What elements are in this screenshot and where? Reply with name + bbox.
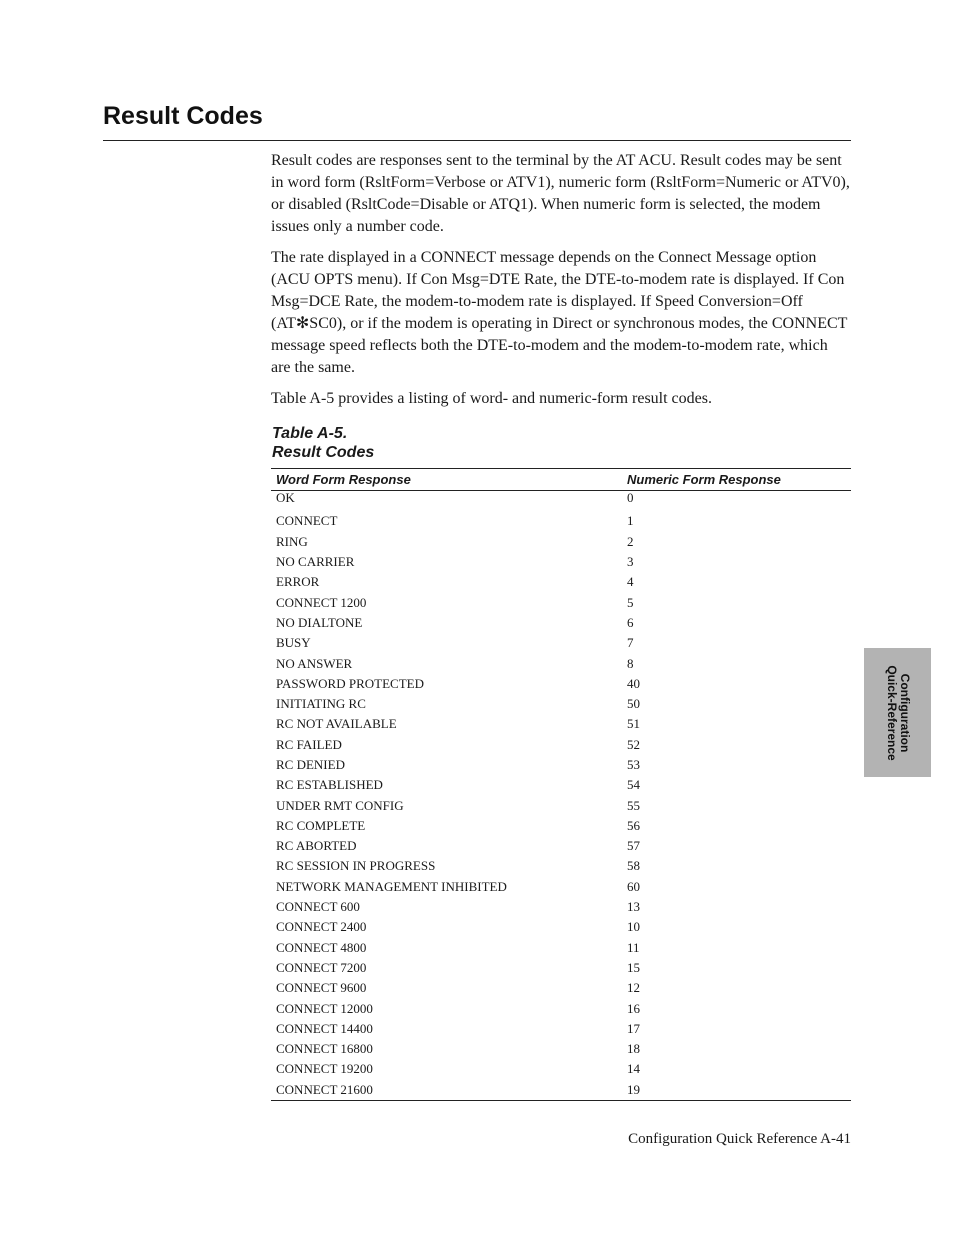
table-row — [271, 613, 851, 633]
section-tab-line: Configuration — [897, 673, 912, 752]
page-footer: Configuration Quick Reference A-41 — [628, 1131, 851, 1147]
word-form-cell: CONNECT 19200 — [276, 1061, 373, 1077]
table-row — [271, 795, 851, 815]
table-row — [271, 694, 851, 714]
numeric-form-cell: 8 — [627, 655, 634, 671]
word-form-cell: RC SESSION IN PROGRESS — [276, 858, 436, 874]
word-form-cell: RC NOT AVAILABLE — [276, 716, 397, 732]
section-tab-label — [885, 665, 911, 760]
intro-paragraph: Result codes are responses sent to the terminal by the AT ACU. Result codes may be sent in word form (RsltForm=Verbose or ATV1), numeric form (RsltForm=Numeric or ATV0), or disabled (RsltCode=Disable or ATQ1). When numeric form is selected, the modem issues only a number code. — [271, 152, 850, 235]
numeric-form-cell: 53 — [627, 757, 640, 772]
table-row — [271, 877, 851, 897]
table-row — [271, 592, 851, 612]
numeric-form-cell: 13 — [627, 899, 640, 915]
intro-paragraph: The rate displayed in a CONNECT message depends on the Connect Message option (ACU OPTS menu). If Con Msg=DTE Rate, the DTE-to-modem rate is displayed. If Con Msg=DCE Rate, the modem-to-modem rate is displayed. If Speed Conversion=Off (AT✻SC0), or if the modem is operating in Direct or synchronous modes, the CONNECT message speed reflects both the DTE-to-modem and the modem-to-modem rate, which are the same. — [271, 249, 848, 376]
numeric-form-cell: 7 — [627, 635, 634, 651]
table-row — [271, 1039, 851, 1059]
numeric-form-cell: 6 — [627, 614, 634, 630]
word-form-cell: OK — [276, 490, 295, 505]
word-form-cell: CONNECT 21600 — [276, 1081, 373, 1097]
word-form-cell: CONNECT 9600 — [276, 980, 367, 996]
numeric-form-cell: 5 — [627, 594, 634, 610]
table-row — [271, 572, 851, 592]
word-form-cell: BUSY — [276, 635, 311, 651]
numeric-form-cell: 40 — [627, 675, 640, 691]
numeric-form-cell: 57 — [627, 838, 640, 854]
word-form-cell: PASSWORD PROTECTED — [276, 675, 424, 691]
table-row — [271, 998, 851, 1018]
word-form-cell: UNDER RMT CONFIG — [276, 797, 404, 813]
section-tab — [864, 648, 931, 777]
table-row — [271, 816, 851, 836]
word-form-cell: CONNECT 16800 — [276, 1041, 373, 1057]
numeric-form-cell: 51 — [627, 716, 640, 732]
table-row — [271, 755, 851, 775]
word-form-cell: RC ABORTED — [276, 838, 357, 854]
column-header-numeric-form: Numeric Form Response — [627, 469, 851, 491]
table-row — [271, 1080, 851, 1101]
table-row — [271, 1059, 851, 1079]
word-form-cell: CONNECT 600 — [276, 899, 360, 915]
table-row — [271, 511, 851, 531]
numeric-form-cell: 18 — [627, 1041, 640, 1057]
word-form-cell: NETWORK MANAGEMENT INHIBITED — [276, 878, 507, 894]
column-header-word-form: Word Form Response — [271, 469, 627, 491]
title-rule — [103, 140, 851, 141]
word-form-cell: CONNECT 2400 — [276, 919, 367, 935]
numeric-form-cell: 10 — [627, 919, 640, 935]
numeric-form-cell: 60 — [627, 878, 640, 894]
word-form-cell: RC DENIED — [276, 757, 345, 772]
word-form-cell: CONNECT 1200 — [276, 594, 367, 610]
numeric-form-cell: 14 — [627, 1061, 640, 1077]
numeric-form-cell: 16 — [627, 1000, 640, 1016]
numeric-form-cell: 4 — [627, 574, 634, 590]
table-caption — [272, 424, 374, 462]
numeric-form-cell: 0 — [627, 490, 634, 505]
word-form-cell: RING — [276, 533, 308, 549]
table-row — [271, 674, 851, 694]
table-row — [271, 532, 851, 552]
numeric-form-cell: 54 — [627, 777, 640, 793]
numeric-form-cell: 2 — [627, 533, 634, 549]
table-row — [271, 775, 851, 795]
numeric-form-cell: 56 — [627, 817, 640, 833]
numeric-form-cell: 12 — [627, 980, 640, 996]
table-row — [271, 714, 851, 734]
table-row — [271, 978, 851, 998]
table-number: Table A-5. — [272, 425, 348, 442]
table-title: Result Codes — [272, 444, 375, 461]
word-form-cell: INITIATING RC — [276, 696, 366, 712]
table-row — [271, 1019, 851, 1039]
page-title: Result Codes — [103, 102, 263, 130]
word-form-cell: RC COMPLETE — [276, 817, 366, 833]
word-form-cell: RC ESTABLISHED — [276, 777, 383, 793]
numeric-form-cell: 15 — [627, 959, 640, 975]
table-row — [271, 633, 851, 653]
intro-paragraph: Table A-5 provides a listing of word- and numeric-form result codes. — [271, 390, 712, 407]
word-form-cell: CONNECT 7200 — [276, 959, 367, 975]
table-row — [271, 897, 851, 917]
table-row — [271, 917, 851, 937]
table-header-row — [271, 469, 851, 491]
table-row — [271, 958, 851, 978]
numeric-form-cell: 55 — [627, 797, 640, 813]
section-tab-line: Quick-Reference — [884, 664, 899, 761]
result-codes-table — [271, 468, 851, 1101]
numeric-form-cell: 11 — [627, 939, 640, 955]
numeric-form-cell: 19 — [627, 1081, 640, 1097]
table-body — [271, 491, 851, 1101]
word-form-cell: CONNECT 14400 — [276, 1020, 373, 1036]
numeric-form-cell: 17 — [627, 1020, 640, 1036]
numeric-form-cell: 58 — [627, 858, 640, 874]
word-form-cell: CONNECT 12000 — [276, 1000, 373, 1016]
numeric-form-cell: 50 — [627, 696, 640, 712]
word-form-cell: CONNECT 4800 — [276, 939, 367, 955]
word-form-cell: RC FAILED — [276, 736, 342, 752]
intro-text — [271, 150, 851, 419]
table-row — [271, 491, 851, 512]
result-codes-table-wrapper — [271, 468, 851, 1101]
word-form-cell: NO DIALTONE — [276, 614, 363, 630]
word-form-cell: NO ANSWER — [276, 655, 353, 671]
numeric-form-cell: 52 — [627, 736, 640, 752]
table-row — [271, 653, 851, 673]
numeric-form-cell: 1 — [627, 513, 634, 529]
numeric-form-cell: 3 — [627, 554, 634, 570]
table-row — [271, 856, 851, 876]
word-form-cell: ERROR — [276, 574, 320, 590]
table-row — [271, 836, 851, 856]
word-form-cell: CONNECT — [276, 513, 338, 529]
table-row — [271, 735, 851, 755]
table-row — [271, 938, 851, 958]
table-row — [271, 552, 851, 572]
word-form-cell: NO CARRIER — [276, 554, 355, 570]
